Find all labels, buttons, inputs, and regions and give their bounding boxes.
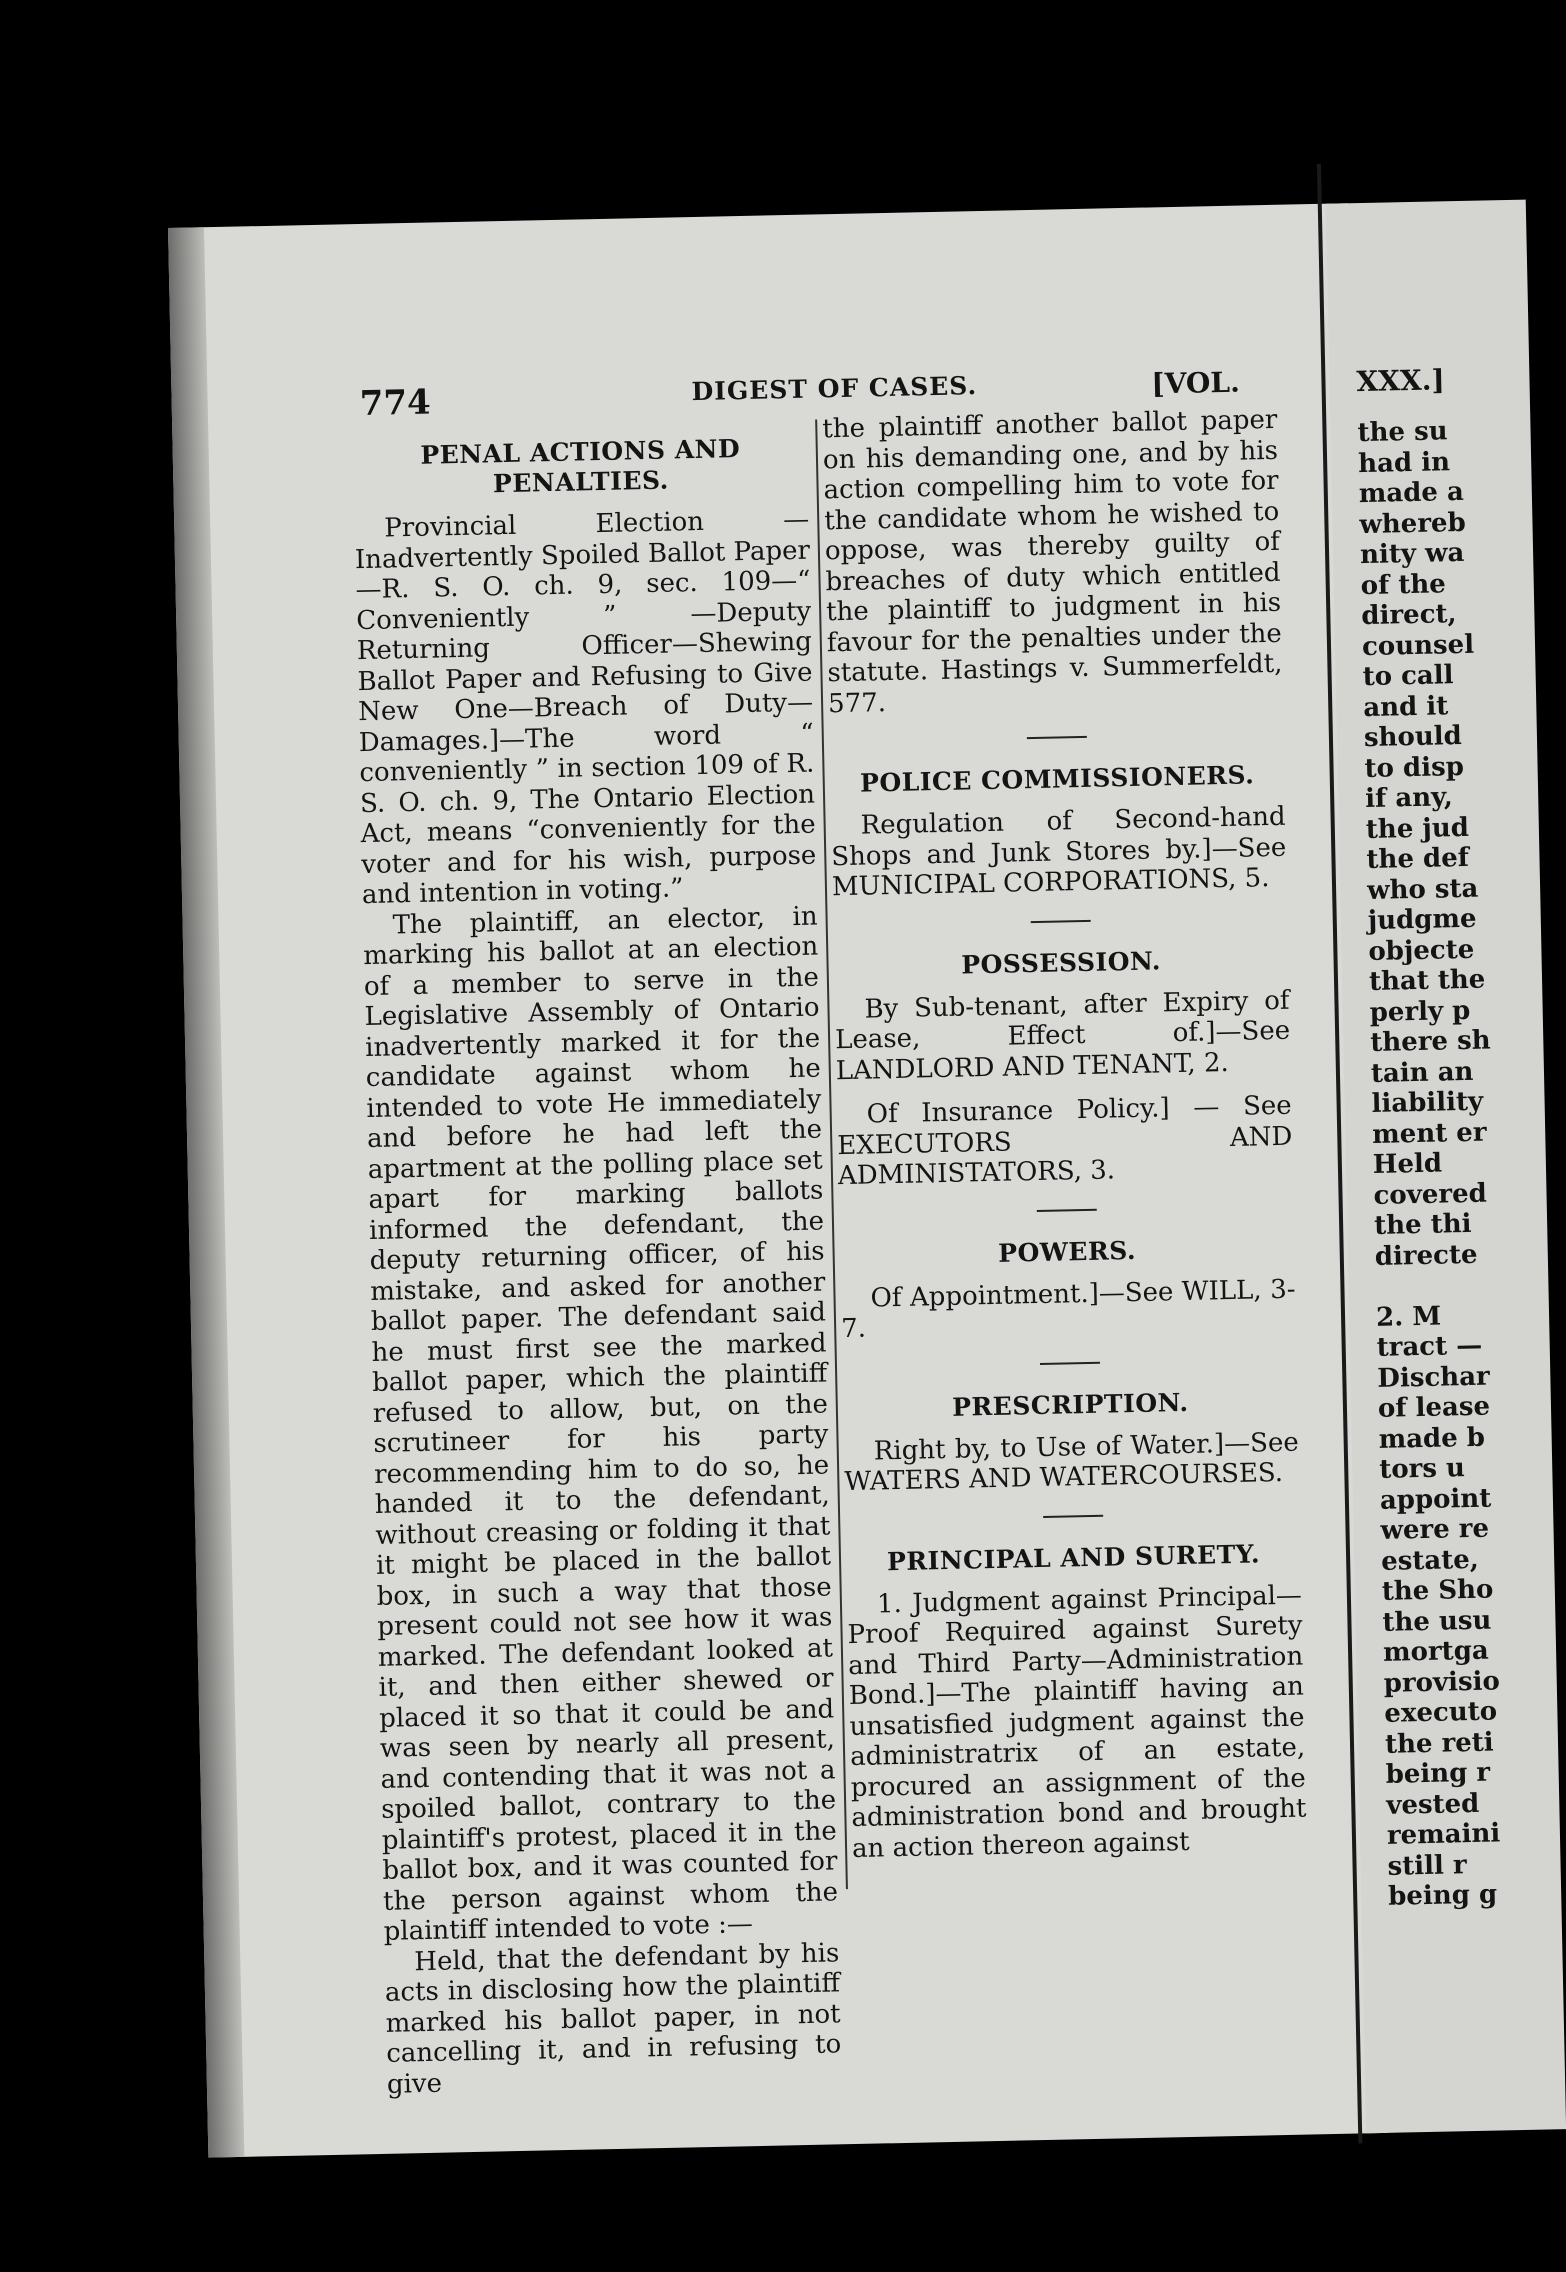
facing-page-line: covered bbox=[1373, 1178, 1488, 1211]
facing-page-line: tors u bbox=[1378, 1453, 1466, 1485]
facing-page-line: the jud bbox=[1365, 812, 1470, 845]
section-heading: POLICE COMMISSIONERS. bbox=[859, 760, 1255, 798]
facing-page-line: nity wa bbox=[1359, 537, 1465, 571]
section-heading: POWERS. bbox=[997, 1235, 1137, 1268]
facing-page-line: the su bbox=[1357, 416, 1448, 449]
facing-page-line: of lease bbox=[1377, 1391, 1491, 1424]
facing-page-line: the reti bbox=[1384, 1727, 1494, 1760]
facing-page-line: the thi bbox=[1373, 1208, 1472, 1241]
entry: Regulation of Second-hand Shops and Junk Stores by.]—See MUNICIPAL CORPORATIONS, 5. bbox=[830, 801, 1287, 903]
facing-page-line: of the bbox=[1360, 568, 1447, 601]
facing-page-line: and it bbox=[1362, 690, 1449, 723]
facing-page-line: tain an bbox=[1370, 1056, 1474, 1089]
section-possession bbox=[833, 943, 1293, 1191]
facing-page-line: vested bbox=[1385, 1788, 1480, 1821]
volume-mark: [VOL. bbox=[1151, 365, 1241, 401]
paragraph: The plaintiff, an elector, in marking his ballot at an election of a member to serve in the Legislative Assembly of Ontario inadvertently marked it for the candidate against whom he intended to vote He immediately and before he had left the apartment at the polling place set apart for marking ballots informed the defendant, the deputy returning officer, of his mistake, and asked for another ballot paper. The defendant said he must first see the marked ballot paper, which the plaintiff refused to allow, but, on the scrutineer for his party recommending him to do so, he handed it to the defendant, without creasing or folding it that it might be placed in the ballot box, in such a way that those present could not see how it was marked. The defendant looked at it, and then either shewed or placed it so that it could be and was seen by nearly all present, and contending that it was not a spoiled ballot, contrary to the plaintiff's protest, placed it in the ballot box, and it was counted for the person against whom the plaintiff intended to vote :— bbox=[362, 901, 839, 1947]
facing-page-line: who sta bbox=[1366, 873, 1479, 906]
facing-page-line: counsel bbox=[1361, 629, 1475, 662]
section-heading: POSSESSION. bbox=[960, 945, 1162, 980]
entry: Right by, to Use of Water.]—See WATERS AND WATERCOURSES. bbox=[844, 1427, 1299, 1498]
facing-page-line: being g bbox=[1387, 1879, 1498, 1912]
section-heading: PENAL ACTIONS AND PENALTIES. bbox=[420, 434, 741, 499]
running-title: DIGEST OF CASES. bbox=[691, 371, 978, 407]
facing-page-line: if any, bbox=[1364, 782, 1454, 815]
facing-page-line: the def bbox=[1366, 842, 1470, 876]
facing-page-header: XXX.] bbox=[1356, 363, 1445, 399]
facing-page-line: objecte bbox=[1368, 934, 1475, 967]
separator bbox=[1036, 1208, 1096, 1211]
section-police bbox=[829, 760, 1287, 903]
section-heading: PRESCRIPTION. bbox=[951, 1387, 1189, 1422]
paragraph: Provincial Election — Inadvertently Spoiled Ballot Paper—R. S. O. ch. 9, sec. 109—“ Conveniently ” —Deputy Returning Officer—Shewing Ballot Paper and Refusing to Give New One—Breach of Duty—Damages.]—The word “ conveniently ” in section 109 of R. S. O. ch. 9, The Ontario Election Act, means “conveniently for the voter and for his wish, purpose and intention in voting.” bbox=[354, 504, 817, 911]
page-number: 774 bbox=[359, 382, 432, 425]
facing-page-line: made a bbox=[1358, 476, 1465, 510]
entry: Of Insurance Policy.] — See EXECUTORS AND ADMINISTATORS, 3. bbox=[837, 1090, 1293, 1192]
scanned-page bbox=[168, 203, 1501, 2157]
section-powers bbox=[839, 1232, 1296, 1345]
facing-page-line: remaini bbox=[1386, 1818, 1501, 1851]
facing-page-line: estate, bbox=[1380, 1544, 1480, 1577]
left-column bbox=[353, 433, 843, 2100]
facing-page-line: to call bbox=[1362, 660, 1454, 693]
facing-page-line: provisio bbox=[1383, 1665, 1501, 1699]
separator bbox=[1030, 919, 1090, 922]
facing-page-line: direct, bbox=[1361, 599, 1457, 632]
facing-page-line: 2. M bbox=[1375, 1301, 1442, 1333]
separator bbox=[1043, 1514, 1103, 1517]
facing-page-line: had in bbox=[1357, 446, 1451, 479]
facing-page-line: judgme bbox=[1367, 903, 1477, 937]
entry: Of Appointment.]—See WILL, 3-7. bbox=[840, 1274, 1296, 1345]
facing-page-line: perly p bbox=[1369, 995, 1471, 1028]
facing-page-line: made b bbox=[1378, 1422, 1486, 1455]
facing-page-line: were re bbox=[1380, 1513, 1490, 1546]
facing-page-line: being r bbox=[1385, 1757, 1491, 1790]
facing-page-line: whereb bbox=[1359, 507, 1467, 540]
facing-page-line: still r bbox=[1387, 1849, 1467, 1882]
facing-page-line: should bbox=[1363, 721, 1463, 754]
facing-page-line: ment er bbox=[1371, 1117, 1487, 1150]
section-principal-surety bbox=[846, 1538, 1308, 1864]
facing-page-line: the Sho bbox=[1381, 1574, 1494, 1607]
facing-page-line: that the bbox=[1368, 964, 1486, 998]
facing-page-line: the usu bbox=[1382, 1605, 1492, 1638]
facing-page-line: Held bbox=[1372, 1148, 1443, 1180]
paragraph: Held, that the defendant by his acts in disclosing how the plaintiff marked his ballot paper, in not cancelling it, and in refusing to give bbox=[384, 1937, 842, 2100]
continuation-paragraph: the plaintiff another ballot paper on his demanding one, and by his action compelling him to vote for the candidate whom he wished to oppose, was thereby guilty of breaches of duty which entitled the plaintiff to judgment in his favour for the penalties under the statute. Hastings v. Summerfeldt, 577. bbox=[822, 404, 1283, 719]
facing-page-line bbox=[1375, 1270, 1486, 1303]
section-prescription bbox=[843, 1385, 1300, 1498]
facing-page-line: mortga bbox=[1382, 1635, 1489, 1668]
facing-page-line: directe bbox=[1374, 1239, 1478, 1272]
right-column bbox=[822, 405, 1308, 1884]
entry: 1. Judgment against Principal—Proof Required against Surety and Third Party—Administration Bond.]—The plaintiff having an unsatisfied judgment against the administratrix of an estate, procured an assignment of the administration bond and brought an action thereon against bbox=[847, 1580, 1307, 1864]
entry: By Sub-tenant, after Expiry of Lease, Effect of.]—See LANDLORD AND TENANT, 2. bbox=[834, 985, 1291, 1086]
facing-page-line: appoint bbox=[1379, 1483, 1492, 1516]
facing-page-line: there sh bbox=[1370, 1025, 1491, 1058]
facing-page-line: tract — bbox=[1376, 1330, 1483, 1363]
section-heading: PRINCIPAL AND SURETY. bbox=[886, 1538, 1261, 1576]
facing-page-line: executo bbox=[1384, 1696, 1498, 1729]
facing-page-line: Dischar bbox=[1377, 1361, 1490, 1394]
facing-page-line: liability bbox=[1371, 1086, 1484, 1119]
separator bbox=[1026, 736, 1086, 739]
facing-page-line: to disp bbox=[1364, 751, 1465, 784]
separator bbox=[1039, 1361, 1099, 1364]
